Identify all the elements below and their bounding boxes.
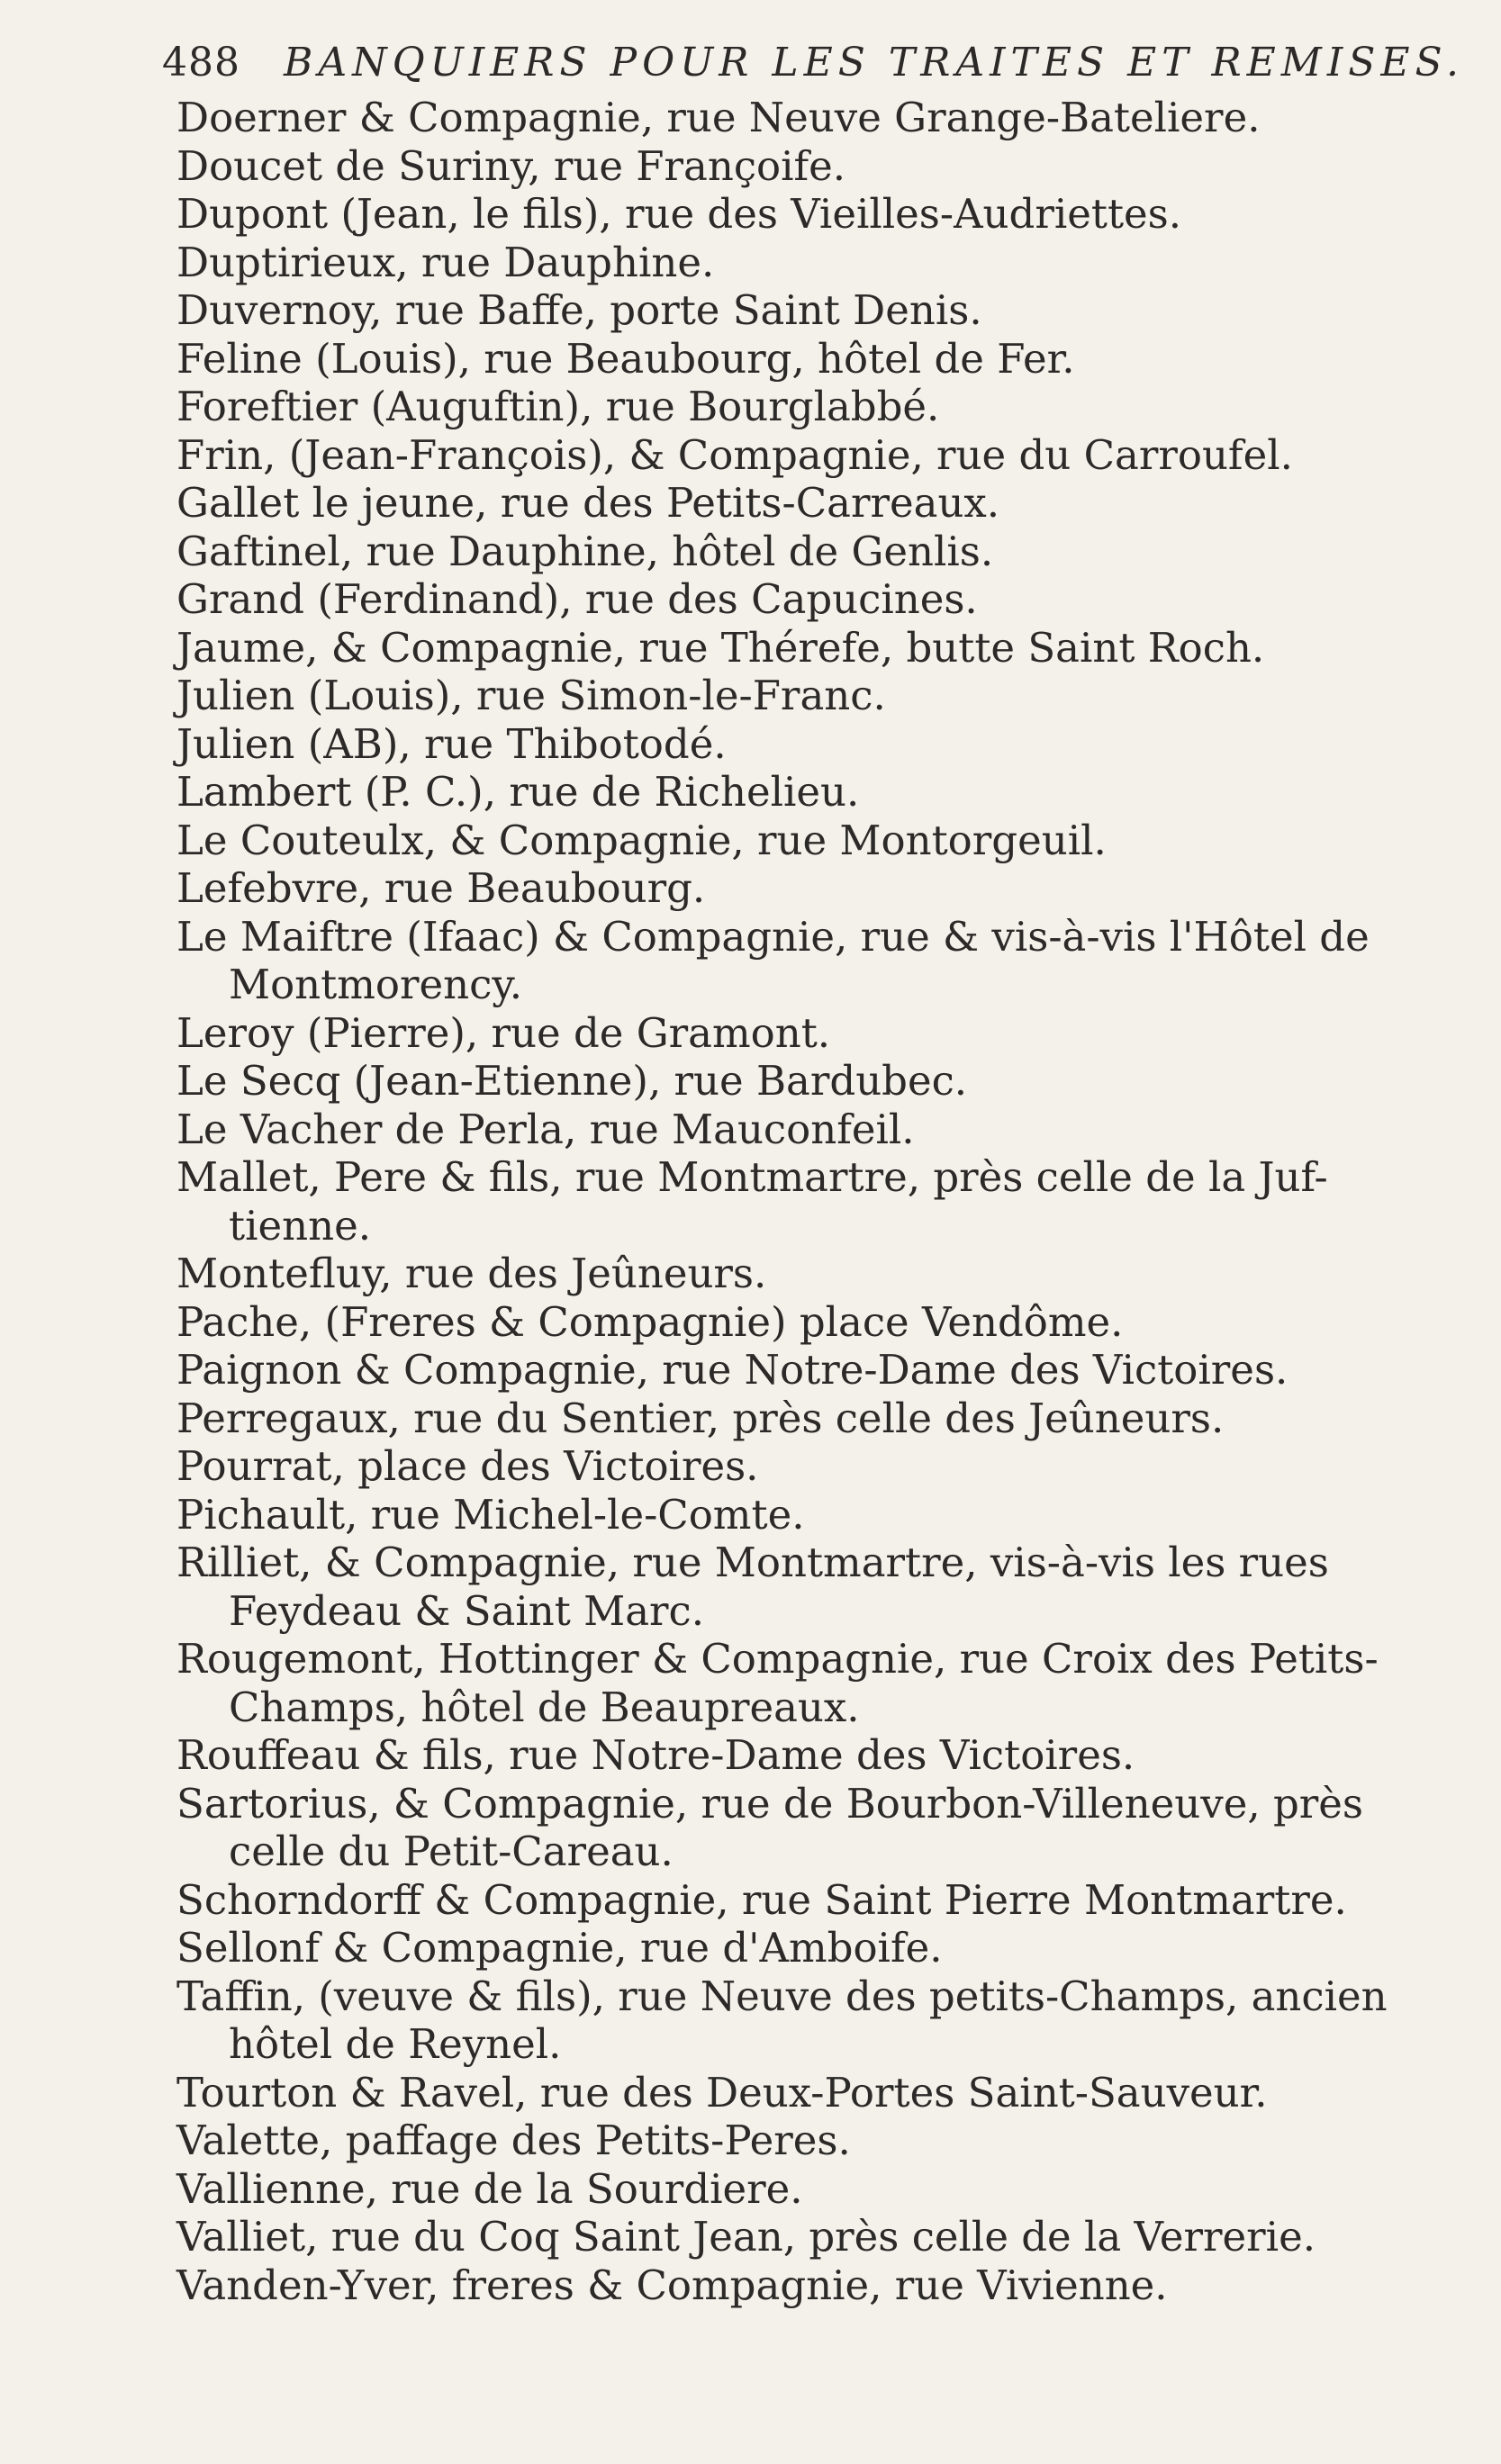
entry-text: Le Secq (Jean-Etienne), rue Bardubec. [176,1057,968,1105]
entry-text: Valette, paffage des Petits-Peres. [176,2117,851,2164]
entry-text: Duvernoy, rue Baffe, porte Saint Denis. [176,286,982,334]
page-header [162,36,1465,90]
entry-text: Perregaux, rue du Sentier, près celle des Jeûneurs. [176,1394,1225,1442]
list-item [176,1250,1464,1298]
list-item [176,720,1464,769]
list-item [176,142,1464,191]
list-item [176,768,1464,817]
entry-continuation: celle du Petit-Careau. [229,1828,674,1875]
entry-continuation: tienne. [229,1201,372,1250]
list-item [176,479,1464,528]
list-item [176,431,1464,480]
list-item [176,335,1464,384]
list-item [176,672,1464,720]
entry-text: Grand (Ferdinand), rue des Capucines. [176,575,978,623]
list-item [176,190,1464,239]
entry-text: Pourrat, place des Victoires. [176,1442,759,1490]
list-item [176,1106,1464,1154]
entry-text: Sartorius, & Compagnie, rue de Bourbon-Villeneuve, près [176,1779,1363,1828]
list-item [176,1635,1464,1731]
entry-text: Rouffeau & fils, rue Notre-Dame des Victoires. [176,1731,1135,1779]
list-item [176,1924,1464,1972]
entry-text: Feline (Louis), rue Beaubourg, hôtel de Fer. [176,334,1075,383]
list-item [176,2261,1464,2310]
list-item [176,286,1464,335]
entry-text: Valliet, rue du Coq Saint Jean, près celle de la Verrerie. [176,2213,1316,2261]
entry-text: Vanden-Yver, freres & Compagnie, rue Vivienne. [176,2261,1168,2309]
entry-text: Frin, (Jean-François), & Compagnie, rue du Carroufel. [176,430,1293,479]
list-item [176,94,1464,142]
list-item [176,1876,1464,1925]
entry-text: Montefluy, rue des Jeûneurs. [176,1250,767,1297]
list-item [176,2117,1464,2165]
entry-text: Pichault, rue Michel-le-Comte. [176,1490,805,1539]
entry-continuation: Champs, hôtel de Beaupreaux. [229,1683,860,1731]
running-title: BANQUIERS POUR LES TRAITES ET REMISES. [283,40,1465,86]
entry-continuation: Feydeau & Saint Marc. [229,1586,705,1635]
list-item [176,575,1464,624]
entry-text: Julien (Louis), rue Simon-le-Franc. [176,672,886,719]
entry-text: Lefebvre, rue Beaubourg. [176,864,706,912]
list-item [176,1780,1464,1876]
entry-text: Doucet de Suriny, rue Françoife. [176,141,846,190]
list-item [176,239,1464,287]
entry-text: Pache, (Freres & Compagnie) place Vendôme. [176,1297,1124,1346]
list-item [176,1491,1464,1539]
list-item [176,1298,1464,1347]
list-item [176,1539,1464,1635]
entry-text: Lambert (P. C.), rue de Richelieu. [176,768,860,816]
entry-text: Schorndorff & Compagnie, rue Saint Pierre Montmartre. [176,1875,1347,1924]
list-item [176,2069,1464,2117]
list-item [176,1394,1464,1443]
entry-text: Gallet le jeune, rue des Petits-Carreaux. [176,479,1000,527]
entry-continuation: Montmorency. [229,961,523,1008]
list-item [176,2165,1464,2214]
entry-text: Dupont (Jean, le fils), rue des Vieilles-Audriettes. [176,190,1182,238]
list-item [176,864,1464,913]
list-item [176,528,1464,576]
entry-text: Julien (AB), rue Thibotodé. [176,719,727,768]
entry-text: Mallet, Pere & fils, rue Montmartre, près celle de la Juf- [176,1153,1328,1201]
list-item [176,1057,1464,1106]
entry-text: Tourton & Ravel, rue des Deux-Portes Saint-Sauveur. [176,2068,1268,2117]
banker-list [176,94,1464,2309]
entry-text: Sellonf & Compagnie, rue d'Amboife. [176,1924,943,1972]
page-number: 488 [162,40,240,86]
entry-text: Paignon & Compagnie, rue Notre-Dame des Victoires. [176,1346,1289,1394]
list-item [176,624,1464,672]
entry-text: Duptirieux, rue Dauphine. [176,238,715,286]
list-item [176,1442,1464,1491]
entry-text: Le Vacher de Perla, rue Mauconfeil. [176,1105,915,1153]
entry-text: Rougemont, Hottinger & Compagnie, rue Croix des Petits- [176,1635,1379,1683]
list-item [176,1153,1464,1250]
entry-text: Vallienne, rue de la Sourdiere. [176,2164,803,2213]
entry-text: Foreftier (Auguftin), rue Bourglabbé. [176,383,940,430]
list-item [176,1972,1464,2069]
entry-text: Taffin, (veuve & fils), rue Neuve des petits-Champs, ancien [176,1972,1388,2020]
entry-text: Rilliet, & Compagnie, rue Montmartre, vis-à-vis les rues [176,1539,1329,1586]
entry-text: Jaume, & Compagnie, rue Thérefe, butte Saint Roch. [176,623,1265,672]
list-item [176,1346,1464,1394]
list-item [176,1009,1464,1058]
list-item [176,383,1464,431]
entry-text: Doerner & Compagnie, rue Neuve Grange-Bateliere. [176,94,1261,141]
list-item [176,1731,1464,1780]
list-item [176,913,1464,1009]
entry-continuation: hôtel de Reynel. [229,2020,562,2068]
entry-text: Le Maiftre (Ifaac) & Compagnie, rue & vis-à-vis l'Hôtel de [176,912,1370,961]
list-item [176,2213,1464,2261]
entry-text: Gaftinel, rue Dauphine, hôtel de Genlis. [176,527,994,575]
entry-text: Leroy (Pierre), rue de Gramont. [176,1008,831,1057]
list-item [176,817,1464,865]
entry-text: Le Couteulx, & Compagnie, rue Montorgeuil. [176,816,1107,864]
